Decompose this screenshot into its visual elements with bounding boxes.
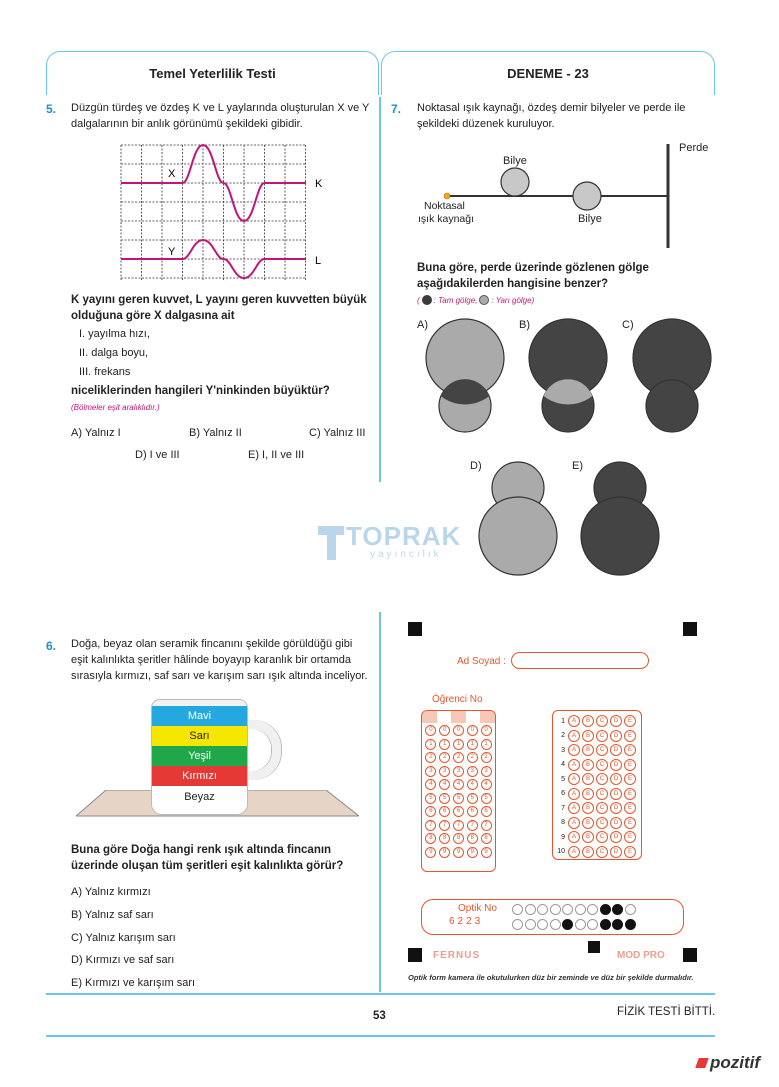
student-no-bubble[interactable]: 3 bbox=[481, 766, 492, 777]
q5-option-e[interactable]: E) I, II ve III bbox=[248, 449, 305, 461]
optik-no-bubble bbox=[525, 919, 536, 930]
pozitif-logo-icon bbox=[695, 1058, 709, 1068]
q6-question: Buna göre Doğa hangi renk ışık altında fincanın üzerinde oluşan tüm şeritleri eşit kalınlıkta görür? bbox=[71, 844, 344, 872]
q5-text: Düzgün türdeş ve özdeş K ve L yaylarında oluşturulan X ve Y dalgalarının bir anlık görünümü şekildeki gibidir. bbox=[71, 102, 370, 130]
student-no-bubble[interactable]: 8 bbox=[481, 833, 492, 844]
pozitif-logo: pozitif bbox=[697, 1053, 760, 1073]
student-no-bubble[interactable]: 5 bbox=[467, 793, 478, 804]
student-no-bubble[interactable]: 2 bbox=[481, 752, 492, 763]
q7-legend: ( : Tam gölge, : Yarı gölge) bbox=[417, 295, 535, 305]
q5-note: (Bölmeler eşit aralıklıdır.) bbox=[71, 403, 160, 412]
q6-option-d[interactable]: D) Kırmızı ve saf sarı bbox=[71, 954, 175, 966]
student-no-bubble[interactable]: 7 bbox=[439, 820, 450, 831]
q6-option-c[interactable]: C) Yalnız karışım sarı bbox=[71, 932, 176, 944]
answer-bubble[interactable]: C bbox=[596, 715, 608, 727]
full-shadow-icon bbox=[422, 295, 432, 305]
answer-bubble[interactable]: B bbox=[582, 759, 594, 771]
answer-bubble[interactable]: D bbox=[610, 730, 622, 742]
q7-number: 7. bbox=[391, 102, 402, 116]
student-no-bubble[interactable]: 1 bbox=[453, 739, 464, 750]
ball-1 bbox=[501, 168, 529, 196]
header-right-title: DENEME - 23 bbox=[381, 51, 715, 95]
stripe-sari: Sarı bbox=[152, 726, 247, 746]
student-no-bubble[interactable]: 4 bbox=[439, 779, 450, 790]
optik-no-bubble bbox=[587, 904, 598, 915]
brand-modpro: MOD PRO bbox=[617, 950, 665, 961]
watermark: TOPRAK yayıncılık bbox=[318, 520, 461, 560]
answer-bubble[interactable]: D bbox=[610, 831, 622, 843]
answer-bubble[interactable]: D bbox=[610, 715, 622, 727]
student-no-bubble[interactable]: 6 bbox=[439, 806, 450, 817]
corner-mark-bl bbox=[408, 948, 422, 962]
student-no-bubble[interactable]: 4 bbox=[467, 779, 478, 790]
half-shadow-icon bbox=[479, 295, 489, 305]
optik-no-label: Optik No bbox=[458, 903, 497, 914]
student-no-bubble[interactable]: 0 bbox=[425, 725, 436, 736]
optik-no-bubble bbox=[587, 919, 598, 930]
q5-option-b[interactable]: B) Yalnız II bbox=[189, 427, 242, 439]
student-no-bubble[interactable]: 3 bbox=[453, 766, 464, 777]
answer-bubble[interactable]: D bbox=[610, 788, 622, 800]
answer-bubble[interactable]: E bbox=[624, 773, 636, 785]
q7-text: Noktasal ışık kaynağı, özdeş demir bilyeler ve perde ile şekildeki düzenek kuruluyor. bbox=[417, 102, 686, 130]
student-no-bubble[interactable]: 2 bbox=[467, 752, 478, 763]
student-no-bubble[interactable]: 0 bbox=[467, 725, 478, 736]
answer-bubble[interactable]: D bbox=[610, 773, 622, 785]
optik-no-bubble bbox=[512, 919, 523, 930]
answer-bubble[interactable]: A bbox=[568, 715, 580, 727]
student-no-bubble[interactable]: 9 bbox=[425, 847, 436, 858]
answer-bubble[interactable]: B bbox=[582, 773, 594, 785]
shadow-option-d[interactable] bbox=[476, 458, 568, 580]
light-setup-diagram bbox=[410, 140, 720, 252]
answer-bubble[interactable]: C bbox=[596, 846, 608, 858]
answer-bubble[interactable]: E bbox=[624, 715, 636, 727]
optic-warning: Optik form kamera ile okutulurken düz bir zeminde ve düz bir şekilde durmalıdır. bbox=[408, 973, 694, 982]
answer-bubble[interactable]: B bbox=[582, 817, 594, 829]
student-no-bubble[interactable]: 1 bbox=[439, 739, 450, 750]
answer-bubble[interactable]: E bbox=[624, 846, 636, 858]
answer-row bbox=[555, 801, 639, 816]
test-end-text: FİZİK TESTİ BİTTİ. bbox=[617, 1006, 716, 1018]
student-no-grid[interactable] bbox=[421, 710, 496, 872]
answer-bubble[interactable]: A bbox=[568, 831, 580, 843]
answer-bubble[interactable]: C bbox=[596, 744, 608, 756]
answer-bubble[interactable]: E bbox=[624, 730, 636, 742]
answer-bubble[interactable]: A bbox=[568, 802, 580, 814]
answer-bubble[interactable]: B bbox=[582, 788, 594, 800]
answer-bubble[interactable]: A bbox=[568, 759, 580, 771]
shadow-option-e[interactable] bbox=[578, 458, 670, 580]
optik-no-bubble bbox=[562, 919, 573, 930]
answer-row-number: 5 bbox=[561, 775, 565, 783]
student-no-bubble[interactable]: 5 bbox=[453, 793, 464, 804]
q6-option-a[interactable]: A) Yalnız kırmızı bbox=[71, 886, 151, 898]
optik-no-bubble bbox=[575, 904, 586, 915]
student-no-bubble[interactable]: 2 bbox=[453, 752, 464, 763]
answer-bubble[interactable]: A bbox=[568, 773, 580, 785]
label-bilye-2: Bilye bbox=[578, 213, 602, 225]
student-no-bubble[interactable]: 6 bbox=[481, 806, 492, 817]
answer-bubble[interactable]: E bbox=[624, 831, 636, 843]
optik-no-bubble bbox=[550, 919, 561, 930]
answer-bubble[interactable]: C bbox=[596, 773, 608, 785]
student-no-bubble[interactable]: 6 bbox=[467, 806, 478, 817]
answer-bubble[interactable]: D bbox=[610, 817, 622, 829]
student-no-bubble[interactable]: 8 bbox=[425, 833, 436, 844]
student-no-bubble[interactable]: 8 bbox=[439, 833, 450, 844]
answer-row-number: 8 bbox=[561, 819, 565, 827]
q5-item-3: III. frekans bbox=[79, 366, 131, 378]
stripe-yesil: Yeşil bbox=[152, 746, 247, 766]
brand-fernus: FERNUS bbox=[433, 950, 481, 961]
optik-no-value: 6223 bbox=[449, 916, 484, 927]
student-no-bubble[interactable]: 5 bbox=[481, 793, 492, 804]
answer-row-number: 3 bbox=[561, 746, 565, 754]
student-no-bubble[interactable]: 8 bbox=[453, 833, 464, 844]
student-no-bubble[interactable]: 7 bbox=[453, 820, 464, 831]
answer-bubble[interactable]: A bbox=[568, 846, 580, 858]
name-label: Ad Soyad : bbox=[457, 656, 506, 667]
student-no-bubble[interactable]: 2 bbox=[439, 752, 450, 763]
answer-bubble[interactable]: E bbox=[624, 817, 636, 829]
answer-bubble[interactable]: E bbox=[624, 788, 636, 800]
student-no-bubble[interactable]: 7 bbox=[481, 820, 492, 831]
answer-bubble[interactable]: E bbox=[624, 744, 636, 756]
optik-no-bubble bbox=[550, 904, 561, 915]
answer-bubble[interactable]: E bbox=[624, 759, 636, 771]
answer-row bbox=[555, 845, 639, 860]
q7-question: Buna göre, perde üzerinde gözlenen gölge aşağıdakilerden hangisine benzer? bbox=[417, 262, 649, 290]
answer-bubble[interactable]: B bbox=[582, 730, 594, 742]
student-no-bubble[interactable]: 3 bbox=[425, 766, 436, 777]
answer-row bbox=[555, 772, 639, 787]
student-no-bubble[interactable]: 9 bbox=[481, 847, 492, 858]
mug-body bbox=[152, 700, 247, 814]
shadow-option-b[interactable] bbox=[527, 316, 619, 434]
label-l: L bbox=[315, 255, 322, 267]
answer-bubble[interactable]: D bbox=[610, 802, 622, 814]
q5-question: K yayını geren kuvvet, L yayını geren kuvvetten büyük olduğuna göre X dalgasına ait bbox=[71, 294, 367, 322]
optik-no-bubble bbox=[612, 919, 623, 930]
stripe-beyaz: Beyaz bbox=[152, 786, 247, 808]
student-no-bubble[interactable]: 1 bbox=[481, 739, 492, 750]
ball-2 bbox=[573, 182, 601, 210]
answer-bubble[interactable]: E bbox=[624, 802, 636, 814]
q5-option-a[interactable]: A) Yalnız I bbox=[71, 427, 121, 439]
label-source-1: Noktasal bbox=[424, 200, 465, 212]
answer-bubble[interactable]: C bbox=[596, 788, 608, 800]
answer-row bbox=[555, 743, 639, 758]
corner-mark-tl bbox=[408, 622, 422, 636]
optik-no-box bbox=[421, 899, 684, 935]
q7-option-c[interactable]: C) bbox=[622, 319, 634, 331]
answer-row bbox=[555, 758, 639, 773]
student-no-bubble[interactable]: 7 bbox=[425, 820, 436, 831]
answer-bubble[interactable]: B bbox=[582, 715, 594, 727]
student-no-bubble[interactable]: 1 bbox=[425, 739, 436, 750]
student-no-bubble[interactable]: 4 bbox=[481, 779, 492, 790]
answer-bubble[interactable]: B bbox=[582, 846, 594, 858]
student-no-bubble[interactable]: 5 bbox=[425, 793, 436, 804]
corner-mark-br bbox=[683, 948, 697, 962]
shadow-option-c[interactable] bbox=[630, 316, 722, 434]
student-no-bubble[interactable]: 4 bbox=[453, 779, 464, 790]
header-left-title: Temel Yeterlilik Testi bbox=[46, 51, 379, 95]
optik-no-bubble bbox=[537, 904, 548, 915]
answer-row bbox=[555, 787, 639, 802]
stripe-kirmizi: Kırmızı bbox=[152, 766, 247, 786]
student-no-bubble[interactable]: 5 bbox=[439, 793, 450, 804]
optik-no-bubble bbox=[525, 904, 536, 915]
optik-no-bubble bbox=[600, 919, 611, 930]
name-field[interactable] bbox=[511, 652, 649, 669]
q6-option-e[interactable]: E) Kırmızı ve karışım sarı bbox=[71, 977, 196, 989]
answer-bubble[interactable]: D bbox=[610, 846, 622, 858]
student-no-bubble[interactable]: 9 bbox=[467, 847, 478, 858]
page-number: 53 bbox=[373, 1010, 386, 1022]
q5-option-c[interactable]: C) Yalnız III bbox=[309, 427, 366, 439]
answer-bubble[interactable]: D bbox=[610, 759, 622, 771]
answer-row-number: 4 bbox=[561, 761, 565, 769]
student-no-bubble[interactable]: 3 bbox=[439, 766, 450, 777]
student-no-bubble[interactable]: 7 bbox=[467, 820, 478, 831]
student-no-bubble[interactable]: 8 bbox=[467, 833, 478, 844]
label-y: Y bbox=[168, 246, 176, 258]
answer-row-number: 6 bbox=[561, 790, 565, 798]
answer-row-number: 2 bbox=[561, 732, 565, 740]
answer-row bbox=[555, 816, 639, 831]
student-no-bubble[interactable]: 9 bbox=[439, 847, 450, 858]
optik-no-bubble bbox=[600, 904, 611, 915]
student-no-bubble[interactable]: 0 bbox=[453, 725, 464, 736]
student-no-bubble[interactable]: 3 bbox=[467, 766, 478, 777]
student-no-bubble[interactable]: 1 bbox=[467, 739, 478, 750]
q6-text: Doğa, beyaz olan seramik fincanını şekilde görüldüğü gibi eşit kalınlıkta şeritler hâlinde boyayıp karanlık bir ortamda sırasıyla kırmızı, saf sarı ve karışım sarı ışık altında inceliyor. bbox=[71, 638, 368, 682]
student-no-bubble[interactable]: 0 bbox=[481, 725, 492, 736]
answer-bubble[interactable]: C bbox=[596, 817, 608, 829]
wave-diagram bbox=[118, 143, 328, 283]
answer-row bbox=[555, 830, 639, 845]
label-bilye-1: Bilye bbox=[503, 155, 527, 167]
center-mark bbox=[588, 941, 600, 953]
answer-bubble[interactable]: B bbox=[582, 831, 594, 843]
answer-bubble[interactable]: B bbox=[582, 802, 594, 814]
label-perde: Perde bbox=[679, 142, 709, 154]
answer-bubble[interactable]: C bbox=[596, 831, 608, 843]
answer-row bbox=[555, 714, 639, 729]
student-no-bubble[interactable]: 6 bbox=[453, 806, 464, 817]
student-no-bubble[interactable]: 9 bbox=[453, 847, 464, 858]
label-k: K bbox=[315, 178, 323, 190]
optik-no-bubble bbox=[625, 904, 636, 915]
optik-no-bubble bbox=[575, 919, 586, 930]
student-no-bubble[interactable]: 0 bbox=[439, 725, 450, 736]
light-source-icon bbox=[444, 193, 450, 199]
student-no-bubble[interactable]: 4 bbox=[425, 779, 436, 790]
q5-option-d[interactable]: D) I ve III bbox=[135, 449, 180, 461]
q7-option-d[interactable]: D) bbox=[470, 460, 482, 472]
answer-bubble[interactable]: B bbox=[582, 744, 594, 756]
answer-bubble[interactable]: C bbox=[596, 759, 608, 771]
q5-question2: niceliklerinden hangileri Y'ninkinden büyüktür? bbox=[71, 385, 330, 397]
answer-bubble[interactable]: C bbox=[596, 802, 608, 814]
optik-no-bubble bbox=[612, 904, 623, 915]
toprak-logo-icon bbox=[318, 520, 344, 560]
optik-no-bubble bbox=[625, 919, 636, 930]
label-x: X bbox=[168, 168, 176, 180]
optik-no-bubble bbox=[562, 904, 573, 915]
answer-row bbox=[555, 729, 639, 744]
q6-option-b[interactable]: B) Yalnız saf sarı bbox=[71, 909, 154, 921]
q7-option-a[interactable]: A) bbox=[417, 319, 428, 331]
answer-bubble[interactable]: A bbox=[568, 817, 580, 829]
shadow-option-a[interactable] bbox=[423, 316, 515, 434]
q7-option-e[interactable]: E) bbox=[572, 460, 583, 472]
student-no-label: Öğrenci No bbox=[432, 694, 483, 705]
optik-no-bubble bbox=[512, 904, 523, 915]
answer-bubble[interactable]: A bbox=[568, 744, 580, 756]
answer-grid[interactable] bbox=[552, 710, 642, 860]
student-no-bubble[interactable]: 6 bbox=[425, 806, 436, 817]
answer-bubble[interactable]: A bbox=[568, 730, 580, 742]
student-no-bubble[interactable]: 2 bbox=[425, 752, 436, 763]
answer-bubble[interactable]: C bbox=[596, 730, 608, 742]
answer-bubble[interactable]: D bbox=[610, 744, 622, 756]
q5-item-1: I. yayılma hızı, bbox=[79, 328, 150, 340]
answer-row-number: 10 bbox=[557, 848, 565, 856]
answer-row-number: 7 bbox=[561, 804, 565, 812]
q5-item-2: II. dalga boyu, bbox=[79, 347, 149, 359]
answer-row-number: 9 bbox=[561, 833, 565, 841]
corner-mark-tr bbox=[683, 622, 697, 636]
q5-number: 5. bbox=[46, 102, 57, 116]
answer-bubble[interactable]: A bbox=[568, 788, 580, 800]
label-source-2: ışık kaynağı bbox=[418, 213, 475, 225]
q7-option-b[interactable]: B) bbox=[519, 319, 530, 331]
optik-no-bubble bbox=[537, 919, 548, 930]
q6-number: 6. bbox=[46, 639, 57, 653]
answer-row-number: 1 bbox=[561, 717, 565, 725]
stripe-mavi: Mavi bbox=[152, 706, 247, 726]
